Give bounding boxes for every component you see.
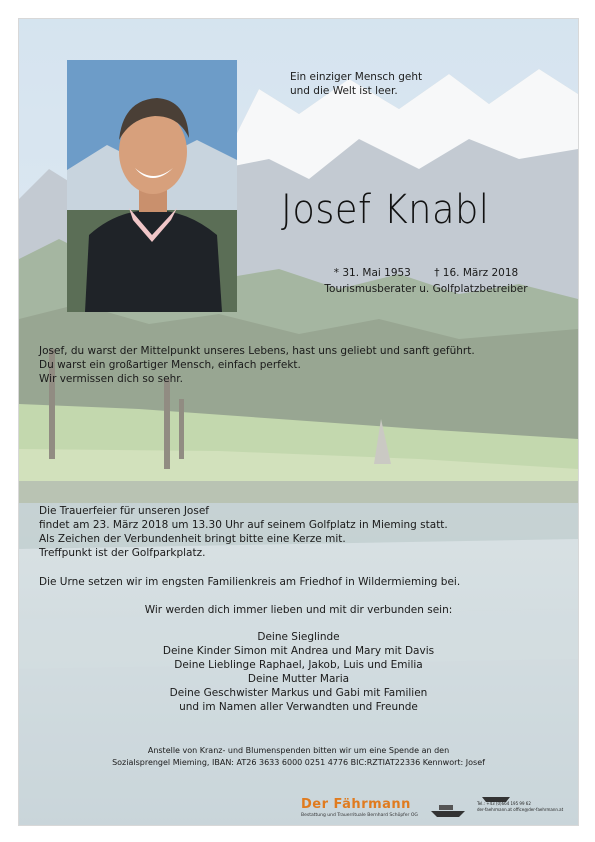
tribute-text — [39, 344, 475, 386]
quote-line: und die Welt ist leer. — [290, 85, 398, 97]
quote-line: Ein einziger Mensch geht — [290, 71, 423, 83]
death-date: † 16. März 2018 — [434, 267, 519, 279]
mourner-line: Deine Sieglinde — [257, 631, 340, 643]
undertaker-contact — [477, 801, 567, 813]
ceremony-line: Treffpunkt ist der Golfparkplatz. — [39, 547, 206, 559]
ceremony-line: findet am 23. März 2018 um 13.30 Uhr auf seinem Golfplatz in Mieming statt. — [39, 519, 448, 531]
obituary-card — [18, 18, 579, 826]
contact-line: Tel.: +43 (0)664 195 99 62 — [477, 801, 531, 806]
deceased-name: Josef Knabl — [281, 187, 490, 233]
tribute-line: Josef, du warst der Mittelpunkt unseres Lebens, hast uns geliebt und sanft geführt. — [39, 345, 475, 357]
occupation: Tourismusberater u. Golfplatzbetreiber — [324, 283, 528, 295]
ceremony-text — [39, 504, 448, 560]
quote — [290, 70, 422, 98]
closing-line: Wir werden dich immer lieben und mit dir verbunden sein: — [144, 604, 453, 616]
boat-icon — [429, 801, 467, 819]
undertaker-tagline: Bestattung und Trauerrituale Bernhard Schöpfer OG — [301, 813, 418, 818]
portrait-photo — [67, 60, 237, 312]
urn-text: Die Urne setzen wir im engsten Familienkreis am Friedhof in Wildermieming bei. — [39, 576, 461, 588]
donation-line: Sozialsprengel Mieming, IBAN: AT26 3633 6000 0251 4776 BIC:RZTIAT22336 Kennwort: Josef — [112, 758, 485, 767]
mourner-line: Deine Lieblinge Raphael, Jakob, Luis und Emilia — [174, 659, 423, 671]
tribute-line: Du warst ein großartiger Mensch, einfach perfekt. — [39, 359, 301, 371]
contact-line: der-faehrmann.at office@der-faehrmann.at — [477, 807, 564, 812]
mourners-list — [19, 630, 578, 714]
life-dates — [281, 265, 571, 297]
birth-date: * 31. Mai 1953 — [333, 267, 411, 279]
mourner-line: Deine Mutter Maria — [247, 673, 350, 685]
donation-note — [19, 745, 578, 769]
mourner-line: Deine Kinder Simon mit Andrea und Mary mit Davis — [162, 645, 435, 657]
ceremony-line: Als Zeichen der Verbundenheit bringt bitte eine Kerze mit. — [39, 533, 346, 545]
mourner-line: Deine Geschwister Markus und Gabi mit Familien — [169, 687, 428, 699]
donation-line: Anstelle von Kranz- und Blumenspenden bitten wir um eine Spende an den — [147, 746, 450, 755]
ceremony-line: Die Trauerfeier für unseren Josef — [39, 505, 209, 517]
mourner-line: und im Namen aller Verwandten und Freunde — [179, 701, 418, 713]
undertaker-logo — [301, 797, 418, 818]
tribute-line: Wir vermissen dich so sehr. — [39, 373, 183, 385]
undertaker-name: Der Fährmann — [301, 797, 411, 812]
